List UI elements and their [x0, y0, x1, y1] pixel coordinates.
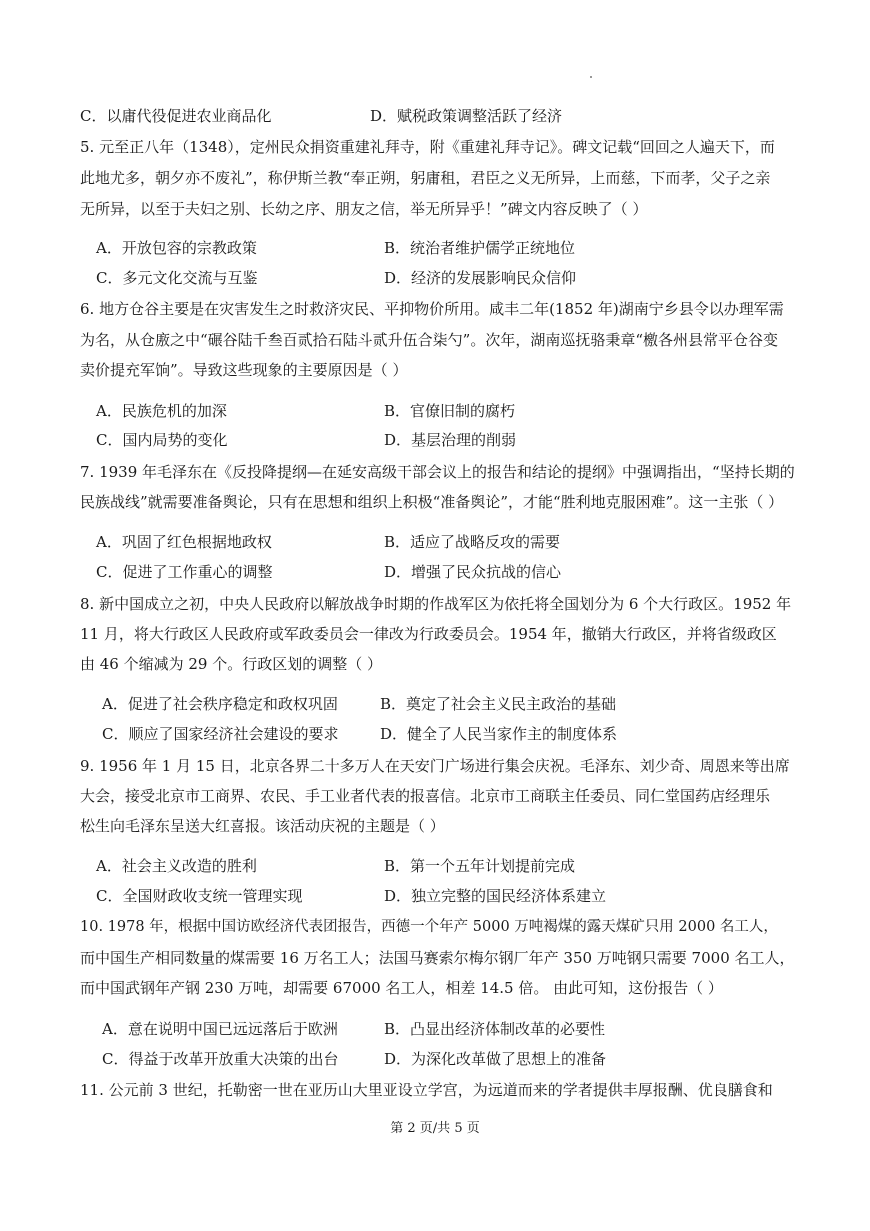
q10-option-a: A．意在说明中国已远远落后于欧洲	[102, 1020, 338, 1038]
q11-stem-line-1: 11. 公元前 3 世纪，托勒密一世在亚历山大里亚设立学宫，为远道而来的学者提供丰厚报酬、优良膳食和	[80, 1081, 773, 1099]
q5-option-d: D．经济的发展影响民众信仰	[384, 269, 577, 287]
q10-option-d: D．为深化改革做了思想上的准备	[384, 1050, 607, 1068]
q7-option-b: B．适应了战略反攻的需要	[384, 533, 561, 551]
q8-stem-line-2: 11 月，将大行政区人民政府或军政委员会一律改为行政委员会。1954 年，撤销大行政区，并将省级政区	[80, 625, 777, 643]
q9-stem-line-2: 大会，接受北京市工商界、农民、手工业者代表的报喜信。北京市工商联主任委员、同仁堂国药店经理乐	[80, 787, 771, 805]
q8-option-c: C．顺应了国家经济社会建设的要求	[102, 725, 339, 743]
q5-stem-line-2: 此地尤多，朝夕亦不废礼”，称伊斯兰教“奉正朔，躬庸租，君臣之义无所异，上而慈，下而孝，父子之亲	[80, 169, 771, 187]
q9-option-d: D．独立完整的国民经济体系建立	[384, 887, 607, 905]
q8-stem-line-3: 由 46 个缩减为 29 个。行政区划的调整（ ）	[80, 655, 383, 673]
q9-option-a: A．社会主义改造的胜利	[96, 857, 257, 875]
q6-option-d: D．基层治理的削弱	[384, 431, 517, 449]
q5-option-c: C．多元文化交流与互鉴	[96, 269, 258, 287]
q6-option-b: B．官僚旧制的腐朽	[384, 402, 516, 420]
q6-option-a: A．民族危机的加深	[96, 402, 227, 420]
q4-option-c: C．以庸代役促进农业商品化	[80, 107, 272, 125]
q10-option-b: B．凸显出经济体制改革的必要性	[384, 1020, 606, 1038]
q6-option-c: C．国内局势的变化	[96, 431, 228, 449]
q10-option-c: C．得益于改革开放重大决策的出台	[102, 1050, 339, 1068]
q9-stem-line-1: 9. 1956 年 1 月 15 日，北京各界二十多万人在天安门广场进行集会庆祝。毛泽东、刘少奇、周恩来等出席	[80, 757, 790, 775]
q5-option-a: A．开放包容的宗教政策	[96, 239, 257, 257]
q7-option-a: A．巩固了红色根据地政权	[96, 533, 272, 551]
q6-stem-line-2: 为名，从仓廒之中“碾谷陆千叁百贰拾石陆斗贰升伍合柒勺”。次年，湖南巡抚骆秉章“檄各州县常平仓谷变	[80, 331, 779, 349]
q7-option-c: C．促进了工作重心的调整	[96, 563, 273, 581]
q10-stem-line-2: 而中国生产相同数量的煤需要 16 万名工人；法国马赛索尔梅尔钢厂年产 350 万吨钢只需要 7000 名工人，	[80, 949, 795, 967]
q10-stem-line-1: 10. 1978 年，根据中国访欧经济代表团报告，西德一个年产 5000 万吨褐煤的露天煤矿只用 2000 名工人，	[80, 919, 778, 935]
q10-stem-line-3: 而中国武钢年产钢 230 万吨，却需要 67000 名工人，相差 14.5 倍。 由此可知，这份报告（ ）	[80, 979, 723, 997]
q9-option-c: C．全国财政收支统一管理实现	[96, 887, 303, 905]
q5-stem-line-1: 5. 元至正八年（1348），定州民众捐资重建礼拜寺，附《重建礼拜寺记》。碑文记载“回回之人遍天下，而	[80, 138, 775, 156]
q5-option-b: B．统治者维护儒学正统地位	[384, 239, 576, 257]
q7-stem-line-1: 7. 1939 年毛泽东在《反投降提纲—在延安高级干部会议上的报告和结论的提纲》中强调指出，“坚持长期的	[80, 463, 795, 481]
q9-option-b: B．第一个五年计划提前完成	[384, 857, 576, 875]
q5-stem-line-3: 无所异，以至于夫妇之别、长幼之序、朋友之信，举无所异乎！”碑文内容反映了（ ）	[80, 200, 648, 218]
q7-stem-line-2: 民族战线”就需要准备舆论，只有在思想和组织上积极“准备舆论”，才能“胜利地克服困难”。这一主张（ ）	[80, 493, 784, 511]
q8-option-a: A．促进了社会秩序稳定和政权巩固	[102, 695, 338, 713]
q6-stem-line-3: 卖价提充军饷”。导致这些现象的主要原因是（ ）	[80, 361, 408, 379]
q9-stem-line-3: 松生向毛泽东呈送大红喜报。该活动庆祝的主题是（ ）	[80, 817, 445, 835]
scan-speck	[590, 76, 592, 78]
q8-stem-line-1: 8. 新中国成立之初，中央人民政府以解放战争时期的作战军区为依托将全国划分为 6 个大行政区。1952 年	[80, 595, 792, 613]
q8-option-d: D．健全了人民当家作主的制度体系	[380, 725, 618, 743]
q8-option-b: B．奠定了社会主义民主政治的基础	[380, 695, 617, 713]
page-number: 第 2 页/共 5 页	[390, 1121, 480, 1136]
q7-option-d: D．增强了民众抗战的信心	[384, 563, 562, 581]
q4-option-d: D．赋税政策调整活跃了经济	[370, 107, 563, 125]
q6-stem-line-1: 6. 地方仓谷主要是在灾害发生之时救济灾民、平抑物价所用。咸丰二年(1852 年)湖南宁乡县令以办理军需	[80, 300, 784, 318]
